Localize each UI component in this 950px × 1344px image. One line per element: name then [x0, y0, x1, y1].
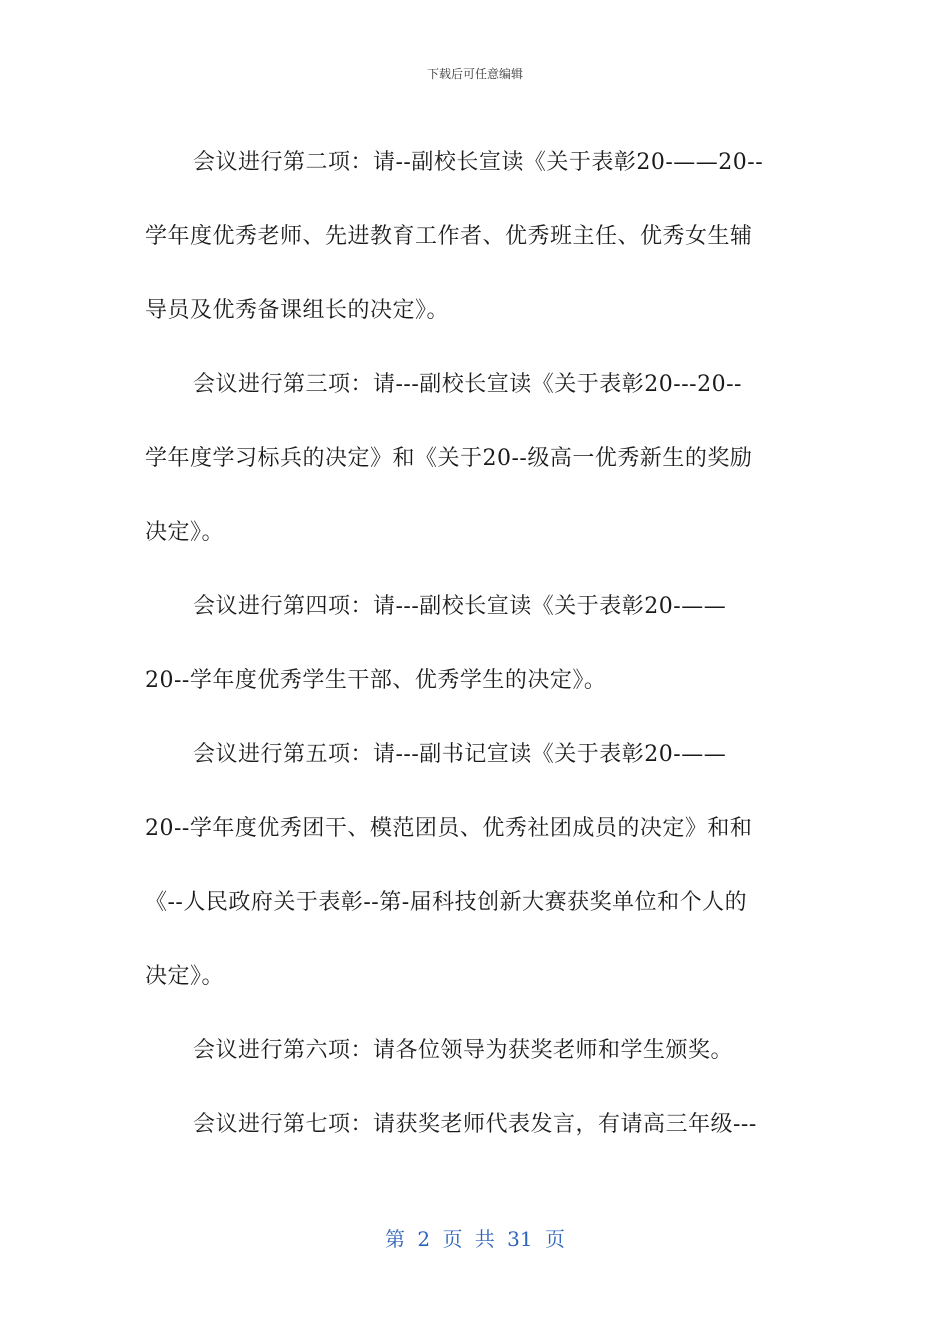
paragraph-item-2	[145, 126, 805, 348]
paragraph-line: 会议进行第六项：请各位领导为获奖老师和学生颁奖。	[193, 1038, 734, 1063]
paragraph-line: 20--学年度优秀团干、模范团员、优秀社团成员的决定》和和	[145, 816, 753, 841]
paragraph-item-3	[145, 348, 805, 570]
paragraph-line: 学年度学习标兵的决定》和《关于20--级高一优秀新生的奖励	[145, 446, 753, 471]
paragraph-line: 决定》。	[145, 964, 225, 989]
page-number-footer: 第 2 页 共 31 页	[385, 1227, 565, 1251]
paragraph-line: 会议进行第四项：请---副校长宣读《关于表彰20-——	[193, 594, 727, 619]
paragraph-line: 《--人民政府关于表彰--第-届科技创新大赛获奖单位和个人的	[145, 890, 748, 915]
paragraph-line: 会议进行第五项：请---副书记宣读《关于表彰20-——	[193, 742, 727, 767]
paragraph-line: 会议进行第七项：请获奖老师代表发言，有请高三年级---	[193, 1112, 757, 1137]
paragraph-line: 导员及优秀备课组长的决定》。	[145, 298, 450, 323]
paragraph-line: 20--学年度优秀学生干部、优秀学生的决定》。	[145, 668, 607, 693]
page-header-note: 下载后可任意编辑	[426, 67, 523, 81]
paragraph-item-6	[145, 1014, 805, 1088]
paragraph-item-4	[145, 570, 805, 718]
document-body	[145, 126, 805, 1162]
paragraph-line: 会议进行第二项：请--副校长宣读《关于表彰20-——20--	[193, 150, 764, 175]
paragraph-line: 会议进行第三项：请---副校长宣读《关于表彰20---20--	[193, 372, 742, 397]
paragraph-line: 决定》。	[145, 520, 225, 545]
paragraph-item-5	[145, 718, 805, 1014]
paragraph-item-7	[145, 1088, 805, 1162]
paragraph-line: 学年度优秀老师、先进教育工作者、优秀班主任、优秀女生辅	[145, 224, 753, 249]
